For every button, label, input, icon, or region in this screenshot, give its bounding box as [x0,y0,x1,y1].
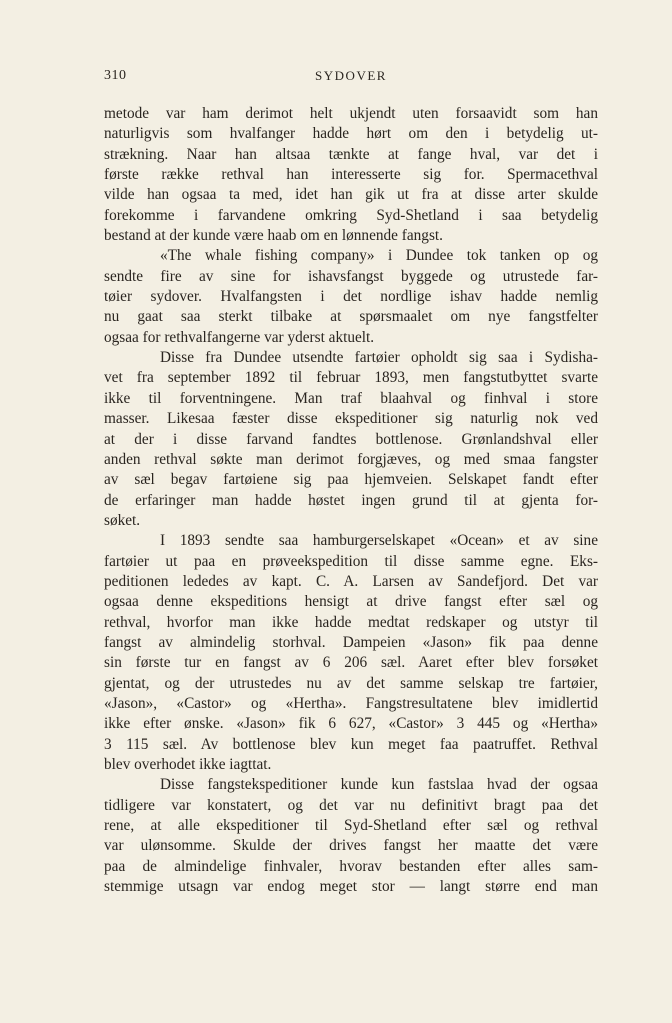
text-line: naturligvis som hvalfanger hadde hørt om den i betydelig ut- [104,125,598,143]
text-line: søket. [104,511,141,529]
text-line: rene, at alle ekspeditioner til Syd-Shetland efter sæl og rethval [104,817,598,835]
running-title: SYDOVER [315,68,387,83]
text-line: ikke til forventningene. Man traf blaahval og finhval i store [104,389,598,407]
text-line: nu gaat saa sterkt tilbake at spørsmaalet om nye fangstfelter [104,308,598,326]
text-line: de erfaringer man hadde høstet ingen grund til at gjenta for- [104,491,598,509]
text-line: strækning. Naar han altsaa tænkte at fange hval, var det i [104,145,598,163]
text-line: anden rethval søkte man derimot forgjæves, og med smaa fangster [104,450,598,468]
text-line: paa de almindelige finhvaler, hvorav bestanden efter alles sam- [104,857,598,875]
text-line: tidligere var konstatert, og det var nu definitivt bragt paa det [104,796,598,814]
body-text [104,104,598,897]
text-line: tøier sydover. Hvalfangsten i det nordlige ishav hadde nemlig [104,288,598,306]
text-line: sin første tur en fangst av 6 206 sæl. Aaret efter blev forsøket [104,654,598,672]
text-line: rethval, hvorfor man ikke hadde medtat redskaper og utstyr til [104,613,598,631]
text-line: fangst av almindelig storhval. Dampeien «Jason» fik paa denne [104,633,598,651]
text-line: blev overhodet ikke iagttat. [104,756,272,773]
text-line: første række rethval han interesserte sig for. Spermacethval [104,166,598,184]
text-line: Disse fra Dundee utsendte fartøier opholdt sig saa i Sydisha- [160,349,598,367]
text-line: Disse fangstekspeditioner kunde kun fastslaa hvad der ogsaa [160,776,598,794]
text-line: masser. Likesaa fæster disse ekspeditioner sig naturlig nok ved [104,410,598,428]
text-line: var ulønsomme. Skulde der drives fangst her maatte det være [104,837,598,855]
page-number: 310 [104,68,127,83]
page-header [104,68,598,86]
text-line: ikke efter ønske. «Jason» fik 6 627, «Castor» 3 445 og «Hertha» [104,715,598,733]
text-line: metode var ham derimot helt ukjendt uten forsaavidt som han [104,105,598,122]
text-line: «Jason», «Castor» og «Hertha». Fangstresultatene blev imidlertid [104,694,598,712]
text-line: forekomme i farvandene omkring Syd-Shetland i saa betydelig [104,206,598,224]
text-line: 3 115 sæl. Av bottlenose blev kun meget faa paatruffet. Rethval [104,735,598,753]
text-line: vilde han ogsaa ta med, idet han gik ut fra at disse arter skulde [104,186,598,204]
text-line: bestand at der kunde være haab om en lønnende fangst. [104,227,443,245]
text-line: gjentat, og der utrustedes nu av det samme selskap tre fartøier, [104,674,598,692]
text-line: ogsaa denne ekspeditions hensigt at drive fangst efter sæl og [104,593,598,611]
text-line: sendte fire av sine for ishavsfangst byggede og utrustede far- [104,267,598,285]
text-line: av sæl begav fartøiene sig paa hjemveien. Selskapet fandt efter [104,471,598,489]
text-line: vet fra september 1892 til februar 1893, men fangstutbyttet svarte [104,369,598,387]
text-line: I 1893 sendte saa hamburgerselskapet «Ocean» et av sine [160,532,598,550]
text-line: ogsaa for rethvalfangerne var yderst aktuelt. [104,328,375,346]
text-line: peditionen lededes av kapt. C. A. Larsen av Sandefjord. Det var [104,572,598,590]
text-line: fartøier ut paa en prøveekspedition til disse samme egne. Eks- [104,552,598,570]
text-line: at der i disse farvand fandtes bottlenose. Grønlandshval eller [104,430,598,448]
text-line: stemmige utsagn var endog meget stor — langt større end man [104,878,598,896]
text-line: «The whale fishing company» i Dundee tok tanken op og [160,247,598,265]
